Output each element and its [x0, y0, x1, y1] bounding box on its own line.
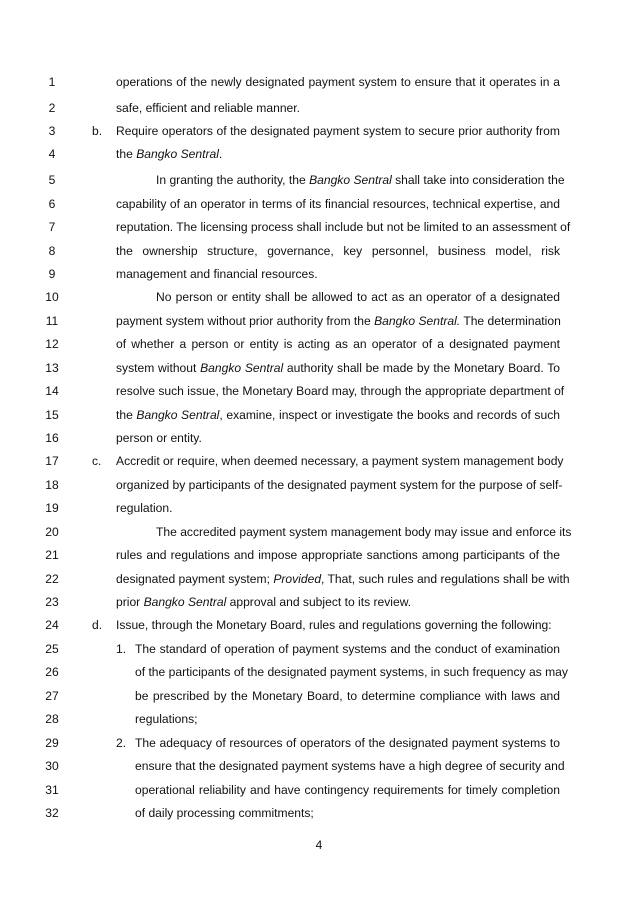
text-span: The determination — [460, 314, 561, 328]
italic-term: Bangko Sentral — [136, 408, 220, 422]
item-marker-b: b. — [92, 124, 103, 138]
text-line-27: be prescribed by the Monetary Board, to determine compliance with laws and — [135, 689, 560, 703]
line-number: 17 — [45, 454, 59, 468]
line-number: 14 — [45, 384, 59, 398]
text-line-5 — [156, 169, 565, 192]
text-line-8: the ownership structure, governance, key personnel, business model, risk — [116, 244, 560, 258]
line-number: 21 — [45, 548, 59, 562]
line-number: 22 — [45, 572, 59, 586]
text-line-20: The accredited payment system management body may issue and enforce its — [156, 525, 572, 539]
line-number: 6 — [48, 197, 56, 211]
line-number: 13 — [45, 361, 59, 375]
line-number: 9 — [48, 267, 56, 281]
text-line-24: Issue, through the Monetary Board, rules and regulations governing the following: — [116, 618, 552, 632]
line-number: 8 — [48, 244, 56, 258]
text-line-32: of daily processing commitments; — [135, 806, 314, 820]
line-number: 32 — [45, 806, 59, 820]
text-line-14: resolve such issue, the Monetary Board may, through the appropriate department of — [116, 384, 565, 398]
text-line-30: ensure that the designated payment systems have a high degree of security and — [135, 759, 565, 773]
text-line-22 — [116, 568, 570, 591]
line-number: 1 — [48, 75, 56, 89]
text-span: payment system without prior authority from the — [116, 314, 375, 328]
text-span: approval and subject to its review. — [226, 595, 412, 609]
item-marker-c: c. — [92, 454, 102, 468]
text-span: designated payment system; — [116, 572, 274, 586]
line-number: 29 — [45, 736, 59, 750]
text-line-1: operations of the newly designated payment system to ensure that it operates in a — [116, 75, 560, 89]
line-number: 23 — [45, 595, 59, 609]
text-line-26: of the participants of the designated payment systems, in such frequency as may — [135, 665, 568, 679]
text-span: In granting the authority, the — [156, 173, 310, 187]
text-span: system without — [116, 361, 201, 375]
italic-term: Bangko Sentral — [143, 595, 227, 609]
text-line-19: regulation. — [116, 501, 173, 515]
text-line-4 — [116, 143, 560, 166]
line-number: 11 — [45, 314, 59, 328]
italic-term: Bangko Sentral — [309, 173, 392, 187]
text-line-11 — [116, 310, 560, 333]
text-line-23 — [116, 591, 560, 614]
italic-term: Bangko Sentral — [136, 147, 219, 161]
text-line-21: rules and regulations and impose appropriate sanctions among participants of the — [116, 548, 560, 562]
text-line-13 — [116, 357, 560, 380]
text-line-10: No person or entity shall be allowed to act as an operator of a designated — [156, 290, 560, 304]
line-number: 19 — [45, 501, 59, 515]
line-number: 31 — [45, 783, 59, 797]
text-span: . — [218, 147, 223, 161]
text-line-29: The adequacy of resources of operators of the designated payment systems to — [135, 736, 560, 750]
line-number: 20 — [45, 525, 59, 539]
text-span: , That, such rules and regulations shall be with — [321, 572, 570, 586]
text-line-25: The standard of operation of payment systems and the conduct of examination — [135, 642, 560, 656]
text-line-17: Accredit or require, when deemed necessary, a payment system management body — [116, 454, 564, 468]
line-number: 12 — [45, 337, 59, 351]
line-number: 15 — [45, 408, 59, 422]
line-number: 4 — [48, 147, 56, 161]
text-span: the — [116, 147, 137, 161]
text-line-2: safe, efficient and reliable manner. — [116, 101, 300, 115]
page-number: 4 — [315, 838, 323, 852]
item-marker-d1: 1. — [116, 642, 127, 656]
text-line-3: Require operators of the designated payment system to secure prior authority from — [116, 124, 560, 138]
text-line-31: operational reliability and have contingency requirements for timely completion — [135, 783, 560, 797]
text-span: authority shall be made by the Monetary Board. To — [283, 361, 560, 375]
line-number: 3 — [48, 124, 56, 138]
line-number: 10 — [45, 290, 59, 304]
text-span: , examine, inspect or investigate the books and records of such — [219, 408, 560, 422]
text-line-7: reputation. The licensing process shall include but not be limited to an assessment of — [116, 220, 571, 234]
line-number: 2 — [48, 101, 56, 115]
line-number: 25 — [45, 642, 59, 656]
text-line-15 — [116, 404, 560, 427]
line-number: 16 — [45, 431, 59, 445]
text-line-16: person or entity. — [116, 431, 202, 445]
text-line-6: capability of an operator in terms of its financial resources, technical expertise, and — [116, 197, 560, 211]
line-number: 5 — [48, 173, 56, 187]
item-marker-d: d. — [92, 618, 103, 632]
line-number: 24 — [45, 618, 59, 632]
text-line-12: of whether a person or entity is acting as an operator of a designated payment — [116, 337, 560, 351]
text-span: prior — [116, 595, 144, 609]
text-span: shall take into consideration the — [391, 173, 565, 187]
line-number: 26 — [45, 665, 59, 679]
line-number: 27 — [45, 689, 59, 703]
text-span: the — [116, 408, 137, 422]
line-number: 18 — [45, 478, 59, 492]
text-line-18: organized by participants of the designated payment system for the purpose of self- — [116, 478, 563, 492]
line-number: 28 — [45, 712, 59, 726]
italic-term: Bangko Sentral — [200, 361, 284, 375]
italic-term: Bangko Sentral. — [374, 314, 461, 328]
line-number: 7 — [48, 220, 56, 234]
item-marker-d2: 2. — [116, 736, 127, 750]
text-line-9: management and financial resources. — [116, 267, 318, 281]
italic-term: Provided — [273, 572, 322, 586]
line-number: 30 — [45, 759, 59, 773]
text-line-28: regulations; — [135, 712, 198, 726]
